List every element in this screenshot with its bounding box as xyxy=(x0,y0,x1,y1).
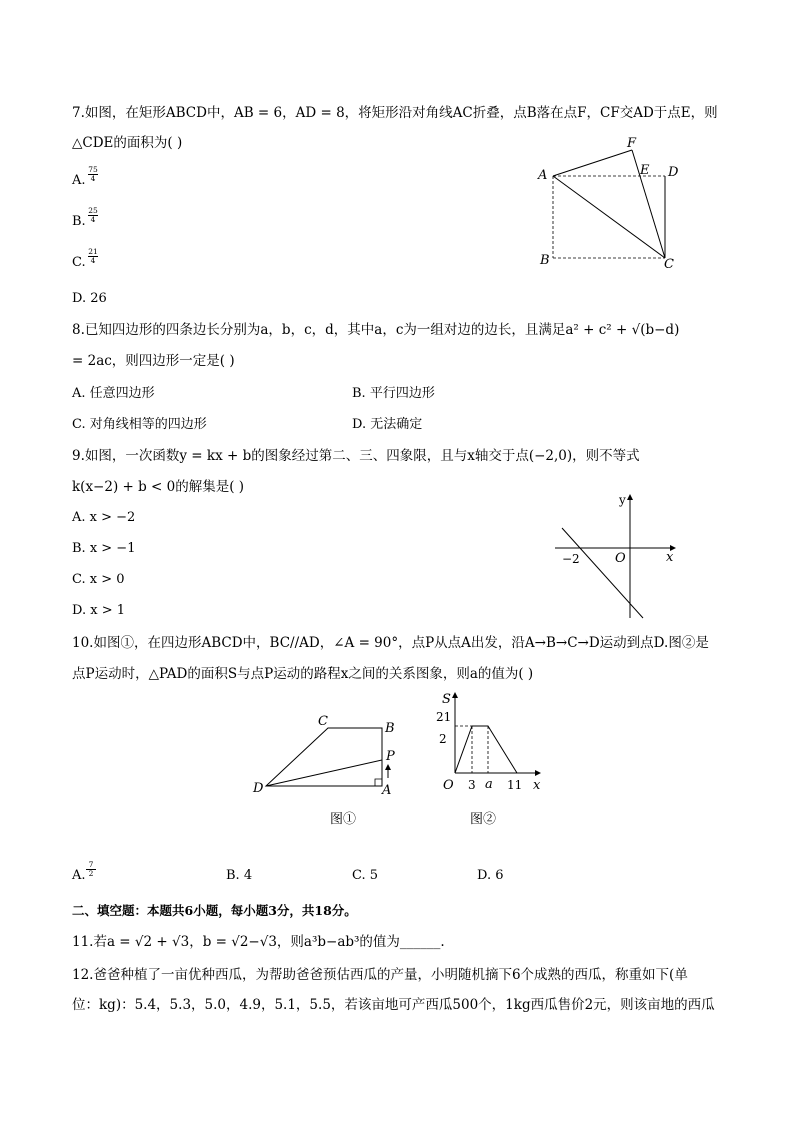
right-angle-mark xyxy=(375,779,382,786)
q7-stem-line1: 7.如图，在矩形ABCD中，AB = 6，AD = 8，将矩形沿对角线AC折叠，点B落在点F，CF交AD于点E，则 xyxy=(72,105,718,121)
option-label: A. xyxy=(72,868,86,883)
label-S: S xyxy=(442,692,451,707)
y-axis-arrow xyxy=(452,692,458,698)
q10-figure-1 xyxy=(248,710,408,805)
label-21: 21 xyxy=(436,710,452,724)
numerator: 7 xyxy=(88,860,94,869)
label-a: a xyxy=(485,777,493,792)
label-B: B xyxy=(540,253,550,268)
q7-option-b-fraction xyxy=(86,207,100,224)
q7-figure xyxy=(530,130,690,280)
q10-figure-2 xyxy=(425,688,555,798)
q10-option-d[interactable]: D. 6 xyxy=(477,868,504,883)
label-origin: O xyxy=(443,778,454,793)
function-line xyxy=(562,528,643,618)
q10-figure-2-caption: 图② xyxy=(470,812,497,827)
q12-stem-line1: 12.爸爸种植了一亩优种西瓜，为帮助爸爸预估西瓜的产量，小明随机摘下6个成熟的西瓜，称重如下(单 xyxy=(72,967,688,983)
denominator: 2 xyxy=(88,869,94,878)
denominator: 4 xyxy=(90,215,96,224)
q10-option-b[interactable]: B. 4 xyxy=(226,868,253,883)
q10-figure-1-caption: 图① xyxy=(330,812,357,827)
label-P: P xyxy=(386,749,395,764)
q10-stem-line1: 10.如图①，在四边形ABCD中，BC//AD，∠A = 90°，点P从点A出发，沿A→B→C→D运动到点D.图②是 xyxy=(72,635,709,651)
q8-option-a[interactable]: A. 任意四边形 xyxy=(72,386,155,401)
label-A: A xyxy=(538,168,548,183)
label-origin: O xyxy=(615,551,626,566)
numerator: 21 xyxy=(88,247,98,256)
label-E: E xyxy=(640,163,650,178)
segment-AF xyxy=(553,150,632,176)
segment-AC xyxy=(553,176,665,258)
segment-DP xyxy=(266,760,382,786)
option-label: C. xyxy=(72,255,86,270)
q10-option-c[interactable]: C. 5 xyxy=(352,868,379,883)
q7-option-b[interactable] xyxy=(72,213,86,231)
numerator: 25 xyxy=(88,206,98,215)
q9-stem-line2: k(x−2) + b < 0的解集是( ) xyxy=(72,479,245,495)
q7-option-a-fraction xyxy=(86,166,100,183)
q7-option-a[interactable] xyxy=(72,172,86,190)
q7-option-d[interactable]: D. 26 xyxy=(72,291,107,306)
area-graph xyxy=(455,726,517,773)
numerator: 75 xyxy=(88,165,98,174)
motion-arrow-head xyxy=(385,764,391,770)
label-A: A xyxy=(382,783,392,798)
q9-option-b[interactable]: B. x > −1 xyxy=(72,541,136,556)
label-y: y xyxy=(619,493,626,507)
trapezoid-ABCD xyxy=(266,728,382,786)
q9-option-c[interactable]: C. x > 0 xyxy=(72,572,125,587)
q8-option-c[interactable]: C. 对角线相等的四边形 xyxy=(72,417,207,432)
x-axis-arrow xyxy=(535,770,541,776)
y-axis-arrow xyxy=(627,494,633,500)
q9-stem-line1: 9.如图，一次函数y = kx + b的图象经过第二、三、四象限，且与x轴交于点(−2,0)，则不等式 xyxy=(72,448,640,464)
label-D: D xyxy=(253,781,264,796)
q9-option-a[interactable]: A. x > −2 xyxy=(72,510,136,525)
q9-figure xyxy=(550,490,680,620)
label-2: 2 xyxy=(439,732,447,746)
q9-option-d[interactable]: D. x > 1 xyxy=(72,603,125,618)
option-label: A. xyxy=(72,173,86,188)
q8-option-d[interactable]: D. 无法确定 xyxy=(352,417,423,432)
label-C: C xyxy=(664,257,674,272)
label-neg2: −2 xyxy=(562,552,580,566)
q7-option-c-fraction xyxy=(86,248,100,265)
label-C: C xyxy=(318,714,328,729)
section-2-heading: 二、填空题：本题共6小题，每小题3分，共18分。 xyxy=(72,903,357,918)
q8-option-b[interactable]: B. 平行四边形 xyxy=(352,386,435,401)
q10-option-a-fraction xyxy=(84,861,98,878)
label-B: B xyxy=(385,721,395,736)
label-x: x xyxy=(533,778,541,793)
q8-stem-line2: = 2ac，则四边形一定是( ) xyxy=(72,353,235,369)
option-label: B. xyxy=(72,214,86,229)
q10-stem-line2: 点P运动时，△PAD的面积S与点P运动的路程x之间的关系图象，则a的值为( ) xyxy=(72,666,534,682)
q7-option-c[interactable] xyxy=(72,254,86,272)
q7-stem-line2: △CDE的面积为( ) xyxy=(72,135,183,151)
denominator: 4 xyxy=(90,174,96,183)
label-3: 3 xyxy=(468,778,476,792)
label-F: F xyxy=(627,136,637,151)
q12-stem-line2: 位：kg)：5.4，5.3，5.0，4.9，5.1，5.5，若该亩地可产西瓜500个，1kg西瓜售价2元，则该亩地的西瓜 xyxy=(72,997,715,1013)
q11-stem: 11.若a = √2 + √3，b = √2−√3，则a³b−ab³的值为______. xyxy=(72,934,445,950)
label-11: 11 xyxy=(507,778,523,792)
denominator: 4 xyxy=(90,256,96,265)
label-x: x xyxy=(666,550,674,565)
label-D: D xyxy=(668,165,679,180)
q8-stem-line1: 8.已知四边形的四条边长分别为a，b，c，d，其中a，c为一组对边的边长，且满足a² + c² + √(b−d) xyxy=(72,322,680,338)
